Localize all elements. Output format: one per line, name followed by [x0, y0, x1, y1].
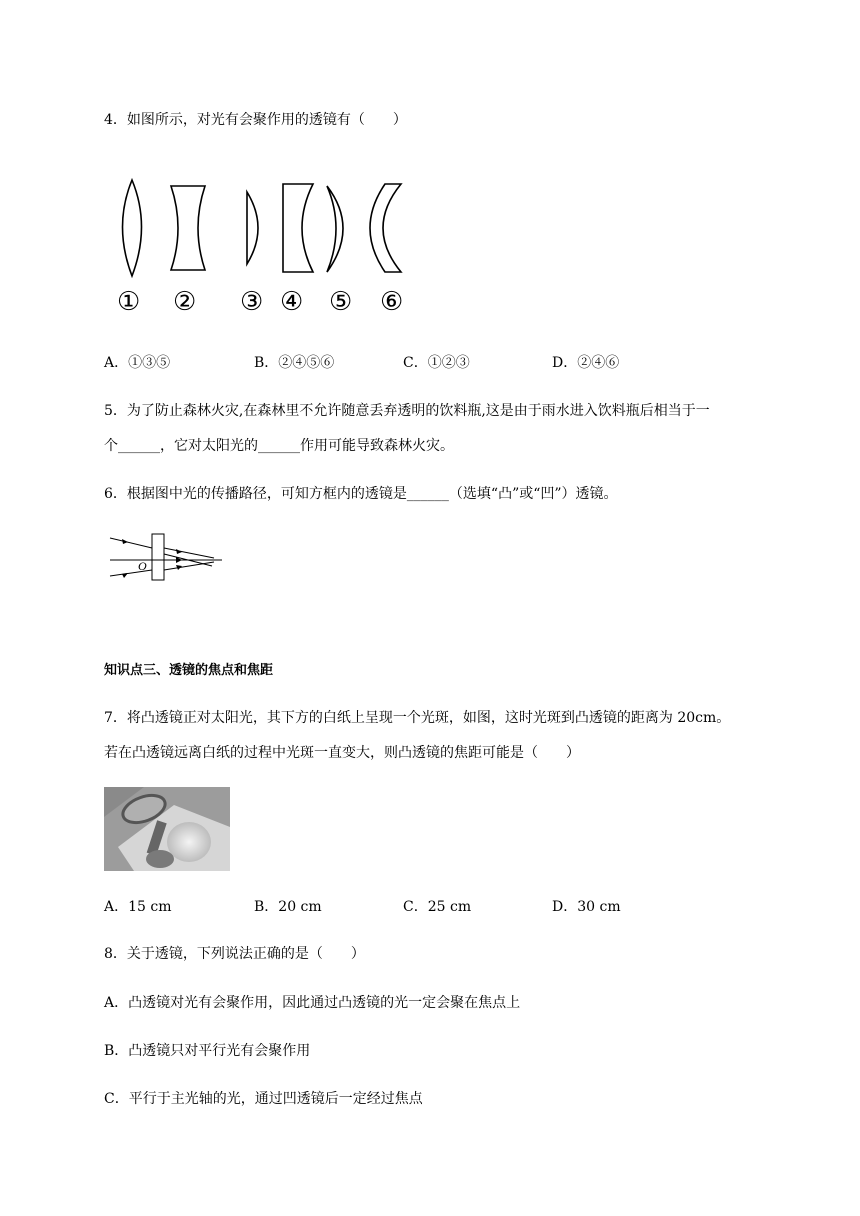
q4-option-b[interactable]: B．②④⑤⑥ — [254, 355, 335, 371]
lens-4-plano-concave — [283, 184, 313, 272]
lens-label-6: ⑥ — [380, 287, 404, 317]
q6-stem: 6．根据图中光的传播路径，可知方框内的透镜是______（选填“凸”或“凹”）透镜。 — [104, 486, 618, 502]
q4-lens-figure — [105, 176, 425, 286]
q4-option-a[interactable]: A．①③⑤ — [104, 355, 171, 371]
lens-1-biconvex — [123, 180, 142, 276]
lens-label-4: ④ — [280, 287, 304, 317]
lens-label-2: ② — [173, 287, 197, 317]
q4-option-c[interactable]: C．①②③ — [403, 355, 470, 371]
q7-option-c[interactable]: C．25 cm — [403, 899, 472, 915]
q6-light-path-figure — [104, 532, 224, 588]
q7-option-a[interactable]: A．15 cm — [104, 899, 172, 915]
q6-axis-label: O — [138, 559, 147, 573]
q8-stem: 8．关于透镜，下列说法正确的是（ ） — [104, 946, 365, 962]
lens-label-3: ③ — [240, 287, 264, 317]
q5-line1: 5．为了防止森林火灾,在森林里不允许随意丢弃透明的饮料瓶,这是由于雨水进入饮料瓶后相当于一 — [104, 403, 710, 419]
q5-line2: 个______，它对太阳光的______作用可能导致森林火灾。 — [104, 438, 454, 454]
q7-option-b[interactable]: B．20 cm — [254, 899, 322, 915]
q8-option-a[interactable]: A．凸透镜对光有会聚作用，因此通过凸透镜的光一定会聚在焦点上 — [104, 995, 521, 1011]
q6-lens-box — [152, 534, 164, 580]
lens-6-meniscus-concave — [370, 184, 401, 272]
section-title: 知识点三、透镜的焦点和焦距 — [104, 663, 274, 678]
q7-photo-magnifier — [104, 787, 230, 871]
lens-5-meniscus-convex — [327, 186, 343, 272]
q7-line2: 若在凸透镜远离白纸的过程中光斑一直变大，则凸透镜的焦距可能是（ ） — [104, 745, 580, 761]
q4-option-d[interactable]: D．②④⑥ — [552, 355, 620, 371]
q4-stem: 4．如图所示，对光有会聚作用的透镜有（ ） — [104, 112, 407, 128]
lens-2-biconcave — [171, 186, 205, 270]
lens-3-plano-convex — [247, 192, 258, 264]
lens-label-1: ① — [117, 287, 141, 317]
q8-option-b[interactable]: B．凸透镜只对平行光有会聚作用 — [104, 1043, 311, 1059]
q7-line1: 7．将凸透镜正对太阳光，其下方的白纸上呈现一个光斑，如图，这时光斑到凸透镜的距离为 20cm。 — [104, 710, 731, 726]
lens-label-5: ⑤ — [329, 287, 353, 317]
q8-option-c[interactable]: C．平行于主光轴的光，通过凹透镜后一定经过焦点 — [104, 1091, 423, 1107]
q7-option-d[interactable]: D．30 cm — [552, 899, 621, 915]
